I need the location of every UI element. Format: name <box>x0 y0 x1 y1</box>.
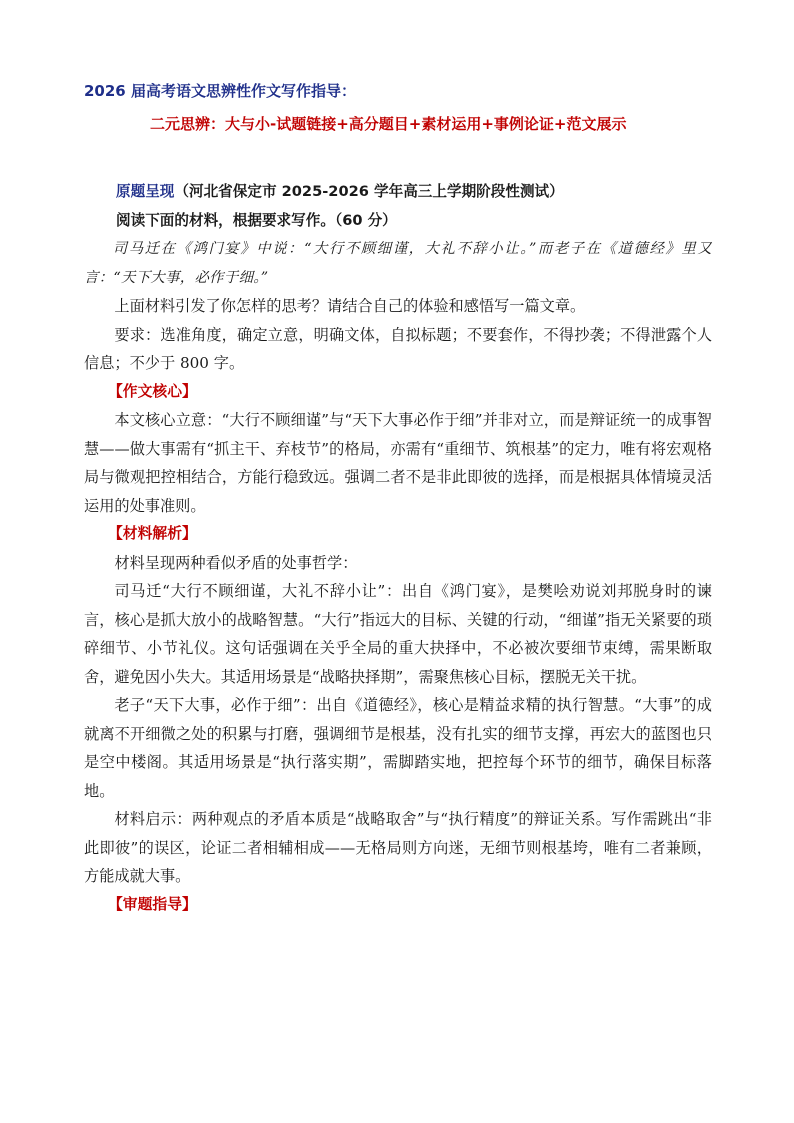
document-body <box>84 178 712 919</box>
analysis-paragraph: 材料启示：两种观点的矛盾本质是“战略取舍”与“执行精度”的辩证关系。写作需跳出“非此即彼”的误区，论证二者相辅相成——无格局则方向迷，无细节则根基垮，唯有二者兼顾，方能成就大事。 <box>84 810 712 885</box>
analysis-paragraph: 司马迁“大行不顾细谨，大礼不辞小让”：出自《鸿门宴》，是樊哙劝说刘邦脱身时的谏言，核心是抓大放小的战略智慧。“大行”指远大的目标、关键的行动，“细谨”指无关紧要的琐碎细节、小节礼仪。这句话强调在关乎全局的重大抉择中，不必被次要细节束缚，需果断取舍，避免因小失大。其适用场景是“战略抉择期”，需聚焦核心目标，摆脱无关干扰。 <box>84 582 712 686</box>
source-detail: （河北省保定市 2025-2026 学年高三上学期阶段性测试） <box>174 183 564 200</box>
source-line <box>84 178 712 207</box>
analysis-paragraph: 老子“天下大事，必作于细”：出自《道德经》，核心是精益求精的执行智慧。“大事”的成就离不开细微之处的积累与打磨，强调细节是根基，没有扎实的细节支撑，再宏大的蓝图也只是空中楼阁。其适用场景是“执行落实期”，需脚踏实地，把控每个环节的细节，确保目标落地。 <box>84 696 712 800</box>
prompt-question: 上面材料引发了你怎样的思考？请结合自己的体验和感悟写一篇文章。 <box>114 297 586 315</box>
document-title: 2026 届高考语文思辨性作文写作指导： <box>84 82 356 100</box>
section-heading-analysis: 【材料解析】 <box>108 525 197 542</box>
core-paragraph: 本文核心立意：“大行不顾细谨”与“天下大事必作于细”并非对立，而是辩证统一的成事智慧——做大事需有“抓主干、弃枝节”的格局，亦需有“重细节、筑根基”的定力，唯有将宏观格局与微观把控相结合，方能行稳致远。强调二者不是非此即彼的选择，而是根据具体情境灵活运用的处事准则。 <box>84 411 712 515</box>
source-tag: 原题呈现 <box>116 183 175 200</box>
section-heading-core: 【作文核心】 <box>108 382 197 400</box>
document-subtitle: 二元思辨：大与小-试题链接+高分题目+素材运用+事例论证+范文展示 <box>150 115 627 133</box>
prompt-quote: 司马迁在《鸿门宴》中说：“大行不顾细谨，大礼不辞小让。”而老子在《道德经》里又言：“天下大事，必作于细。” <box>84 241 712 286</box>
prompt-requirements: 要求：选准角度，确定立意，明确文体，自拟标题；不要套作，不得抄袭；不得泄露个人信息；不少于 800 字。 <box>84 325 712 372</box>
analysis-paragraph: 材料呈现两种看似矛盾的处事哲学： <box>114 553 358 572</box>
prompt-instruction: 阅读下面的材料，根据要求写作。（60 分） <box>116 211 397 229</box>
section-heading-guide: 【审题指导】 <box>108 895 197 913</box>
